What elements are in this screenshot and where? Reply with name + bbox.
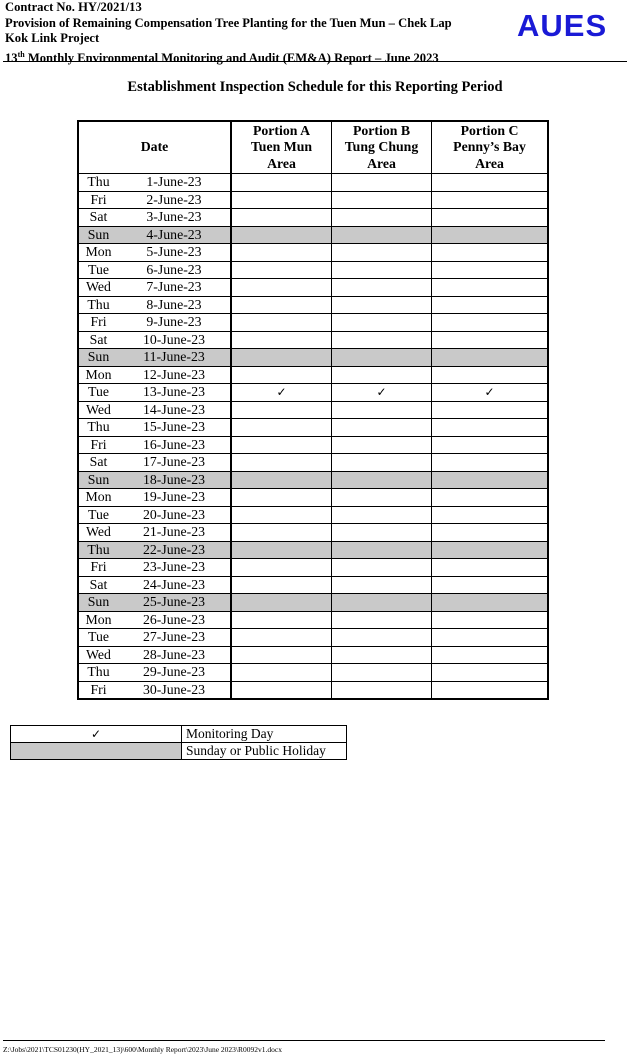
date-cell: 14-June-23 [118, 401, 231, 419]
portion-c-cell [432, 296, 549, 314]
table-row [78, 419, 548, 437]
portion-a-header-line-3: Area [267, 155, 296, 171]
portion-a-cell [231, 244, 332, 262]
portion-a-cell [231, 559, 332, 577]
portion-a-cell [231, 681, 332, 699]
date-cell: 7-June-23 [118, 279, 231, 297]
day-cell: Sat [78, 454, 118, 472]
portion-c-cell [432, 664, 549, 682]
portion-a-cell [231, 576, 332, 594]
portion-b-cell: ✓ [332, 384, 432, 402]
table-row [78, 541, 548, 559]
portion-b-cell [332, 209, 432, 227]
portion-b-cell [332, 401, 432, 419]
table-row [78, 261, 548, 279]
check-icon: ✓ [90, 727, 102, 741]
schedule-rows [78, 174, 548, 700]
table-row [78, 489, 548, 507]
portion-b-cell [332, 331, 432, 349]
portion-b-cell [332, 436, 432, 454]
portion-b-cell [332, 296, 432, 314]
table-row [78, 401, 548, 419]
portion-c-cell [432, 489, 549, 507]
date-cell: 8-June-23 [118, 296, 231, 314]
portion-c-header-line-2: Penny’s Bay [453, 139, 526, 155]
date-cell: 10-June-23 [118, 331, 231, 349]
portion-c-cell [432, 524, 549, 542]
day-cell: Fri [78, 559, 118, 577]
portion-c-cell [432, 576, 549, 594]
date-cell: 9-June-23 [118, 314, 231, 332]
portion-c-cell [432, 209, 549, 227]
table-row [78, 576, 548, 594]
day-cell: Sun [78, 226, 118, 244]
date-cell: 22-June-23 [118, 541, 231, 559]
portion-c-cell: ✓ [432, 384, 549, 402]
day-cell: Mon [78, 611, 118, 629]
legend-row-monitoring [11, 726, 347, 743]
contract-number: Contract No. HY/2021/13 [5, 0, 142, 14]
day-cell: Sat [78, 209, 118, 227]
report-title-text: Monthly Environmental Monitoring and Audit (EM&A) Report – June 2023 [24, 50, 439, 65]
portion-a-cell [231, 629, 332, 647]
portion-c-cell [432, 541, 549, 559]
day-cell: Thu [78, 296, 118, 314]
portion-c-cell [432, 279, 549, 297]
table-row [78, 524, 548, 542]
date-cell: 12-June-23 [118, 366, 231, 384]
portion-b-header-line-2: Tung Chung [344, 139, 419, 155]
date-cell: 20-June-23 [118, 506, 231, 524]
legend-table [10, 725, 347, 760]
day-cell: Mon [78, 366, 118, 384]
table-row [78, 314, 548, 332]
legend-monitoring-label: Monitoring Day [182, 726, 347, 743]
date-cell: 5-June-23 [118, 244, 231, 262]
portion-a-cell [231, 611, 332, 629]
portion-a-cell [231, 524, 332, 542]
date-header: Date [78, 121, 231, 174]
portion-c-cell [432, 471, 549, 489]
portion-b-cell [332, 174, 432, 192]
table-row [78, 559, 548, 577]
portion-a-cell [231, 664, 332, 682]
legend-holiday-label: Sunday or Public Holiday [182, 743, 347, 760]
day-cell: Mon [78, 244, 118, 262]
aues-logo: AUES [517, 8, 608, 43]
date-cell: 30-June-23 [118, 681, 231, 699]
legend-row-holiday [11, 743, 347, 760]
legend-holiday-swatch [11, 743, 182, 760]
portion-c-cell [432, 244, 549, 262]
day-cell: Fri [78, 314, 118, 332]
portion-c-header-line-1: Portion C [460, 122, 519, 138]
table-row [78, 174, 548, 192]
table-row [78, 279, 548, 297]
day-cell: Thu [78, 174, 118, 192]
project-title-line-2: Kok Link Project [5, 31, 100, 45]
portion-a-header-line-1: Portion A [252, 122, 311, 138]
date-cell: 23-June-23 [118, 559, 231, 577]
portion-c-cell [432, 681, 549, 699]
portion-b-header-line-1: Portion B [352, 122, 411, 138]
file-path-footer: Z:\Jobs\2021\TCS01230(HY_2021_13)\600\Monthly Report\2023\June 2023\R0092v1.docx [3, 1045, 282, 1054]
portion-c-cell [432, 174, 549, 192]
date-cell: 17-June-23 [118, 454, 231, 472]
report-ordinal: 13 [5, 50, 18, 65]
table-row [78, 471, 548, 489]
portion-b-cell [332, 244, 432, 262]
table-row [78, 209, 548, 227]
portion-b-cell [332, 559, 432, 577]
date-cell: 1-June-23 [118, 174, 231, 192]
portion-c-cell [432, 226, 549, 244]
portion-c-cell [432, 401, 549, 419]
portion-a-header [231, 121, 332, 174]
portion-a-cell [231, 471, 332, 489]
portion-c-cell [432, 594, 549, 612]
date-cell: 24-June-23 [118, 576, 231, 594]
portion-a-cell [231, 454, 332, 472]
portion-b-cell [332, 191, 432, 209]
table-row [78, 384, 548, 402]
table-row [78, 681, 548, 699]
portion-a-cell [231, 419, 332, 437]
portion-c-cell [432, 349, 549, 367]
day-cell: Mon [78, 489, 118, 507]
portion-c-cell [432, 314, 549, 332]
table-header-row [78, 121, 548, 174]
report-ordinal-suffix: th [17, 49, 25, 59]
date-cell: 16-June-23 [118, 436, 231, 454]
portion-a-cell [231, 314, 332, 332]
date-cell: 27-June-23 [118, 629, 231, 647]
date-cell: 28-June-23 [118, 646, 231, 664]
portion-a-cell [231, 349, 332, 367]
portion-c-cell [432, 454, 549, 472]
portion-b-cell [332, 279, 432, 297]
portion-c-cell [432, 629, 549, 647]
day-cell: Tue [78, 506, 118, 524]
document-header [5, 0, 505, 66]
date-cell: 29-June-23 [118, 664, 231, 682]
portion-c-cell [432, 559, 549, 577]
portion-b-cell [332, 314, 432, 332]
portion-b-header [332, 121, 432, 174]
day-cell: Tue [78, 629, 118, 647]
inspection-schedule-table [77, 120, 549, 700]
portion-c-header-line-3: Area [475, 155, 504, 171]
table-row [78, 611, 548, 629]
portion-c-cell [432, 191, 549, 209]
day-cell: Wed [78, 279, 118, 297]
table-row [78, 349, 548, 367]
portion-b-cell [332, 594, 432, 612]
day-cell: Tue [78, 261, 118, 279]
day-cell: Sun [78, 594, 118, 612]
date-cell: 15-June-23 [118, 419, 231, 437]
date-cell: 25-June-23 [118, 594, 231, 612]
portion-a-cell [231, 191, 332, 209]
portion-a-cell [231, 541, 332, 559]
day-cell: Fri [78, 191, 118, 209]
date-cell: 26-June-23 [118, 611, 231, 629]
day-cell: Thu [78, 419, 118, 437]
table-row [78, 366, 548, 384]
portion-b-cell [332, 646, 432, 664]
table-row [78, 226, 548, 244]
portion-b-cell [332, 681, 432, 699]
portion-c-header [432, 121, 549, 174]
portion-b-cell [332, 506, 432, 524]
project-title-line-1: Provision of Remaining Compensation Tree Planting for the Tuen Mun – Chek Lap [5, 15, 452, 30]
portion-b-cell [332, 419, 432, 437]
report-title [5, 47, 505, 67]
portion-a-cell: ✓ [231, 384, 332, 402]
legend-check-icon [11, 726, 182, 743]
portion-b-cell [332, 524, 432, 542]
day-cell: Wed [78, 646, 118, 664]
portion-a-cell [231, 401, 332, 419]
portion-c-cell [432, 646, 549, 664]
portion-b-header-line-3: Area [367, 155, 396, 171]
portion-b-cell [332, 349, 432, 367]
portion-a-cell [231, 174, 332, 192]
date-cell: 6-June-23 [118, 261, 231, 279]
portion-a-cell [231, 506, 332, 524]
date-cell: 4-June-23 [118, 226, 231, 244]
portion-b-cell [332, 226, 432, 244]
day-cell: Fri [78, 681, 118, 699]
day-cell: Fri [78, 436, 118, 454]
portion-b-cell [332, 611, 432, 629]
day-cell: Sun [78, 471, 118, 489]
table-row [78, 646, 548, 664]
footer-divider [3, 1040, 605, 1041]
portion-a-cell [231, 209, 332, 227]
day-cell: Sat [78, 331, 118, 349]
portion-c-cell [432, 436, 549, 454]
table-row [78, 594, 548, 612]
portion-a-cell [231, 366, 332, 384]
portion-b-cell [332, 664, 432, 682]
portion-c-cell [432, 366, 549, 384]
date-cell: 3-June-23 [118, 209, 231, 227]
portion-c-cell [432, 611, 549, 629]
date-cell: 13-June-23 [118, 384, 231, 402]
day-cell: Wed [78, 401, 118, 419]
portion-a-cell [231, 296, 332, 314]
header-divider [3, 61, 627, 62]
portion-c-cell [432, 331, 549, 349]
portion-a-cell [231, 489, 332, 507]
day-cell: Wed [78, 524, 118, 542]
date-cell: 19-June-23 [118, 489, 231, 507]
portion-a-cell [231, 436, 332, 454]
portion-a-cell [231, 594, 332, 612]
portion-a-header-line-2: Tuen Mun [250, 139, 313, 155]
date-cell: 11-June-23 [118, 349, 231, 367]
date-cell: 21-June-23 [118, 524, 231, 542]
portion-c-cell [432, 419, 549, 437]
portion-a-cell [231, 646, 332, 664]
date-cell: 18-June-23 [118, 471, 231, 489]
table-row [78, 454, 548, 472]
table-row [78, 331, 548, 349]
portion-b-cell [332, 454, 432, 472]
portion-a-cell [231, 261, 332, 279]
portion-c-cell [432, 506, 549, 524]
table-row [78, 244, 548, 262]
table-row [78, 629, 548, 647]
portion-a-cell [231, 279, 332, 297]
portion-b-cell [332, 576, 432, 594]
table-row [78, 506, 548, 524]
portion-b-cell [332, 366, 432, 384]
portion-b-cell [332, 629, 432, 647]
portion-c-cell [432, 261, 549, 279]
day-cell: Sun [78, 349, 118, 367]
table-row [78, 436, 548, 454]
portion-b-cell [332, 489, 432, 507]
portion-b-cell [332, 471, 432, 489]
date-cell: 2-June-23 [118, 191, 231, 209]
table-row [78, 191, 548, 209]
portion-a-cell [231, 226, 332, 244]
day-cell: Sat [78, 576, 118, 594]
portion-b-cell [332, 541, 432, 559]
portion-b-cell [332, 261, 432, 279]
day-cell: Tue [78, 384, 118, 402]
portion-a-cell [231, 331, 332, 349]
table-row [78, 664, 548, 682]
day-cell: Thu [78, 664, 118, 682]
day-cell: Thu [78, 541, 118, 559]
table-row [78, 296, 548, 314]
page-title: Establishment Inspection Schedule for this Reporting Period [127, 79, 503, 95]
